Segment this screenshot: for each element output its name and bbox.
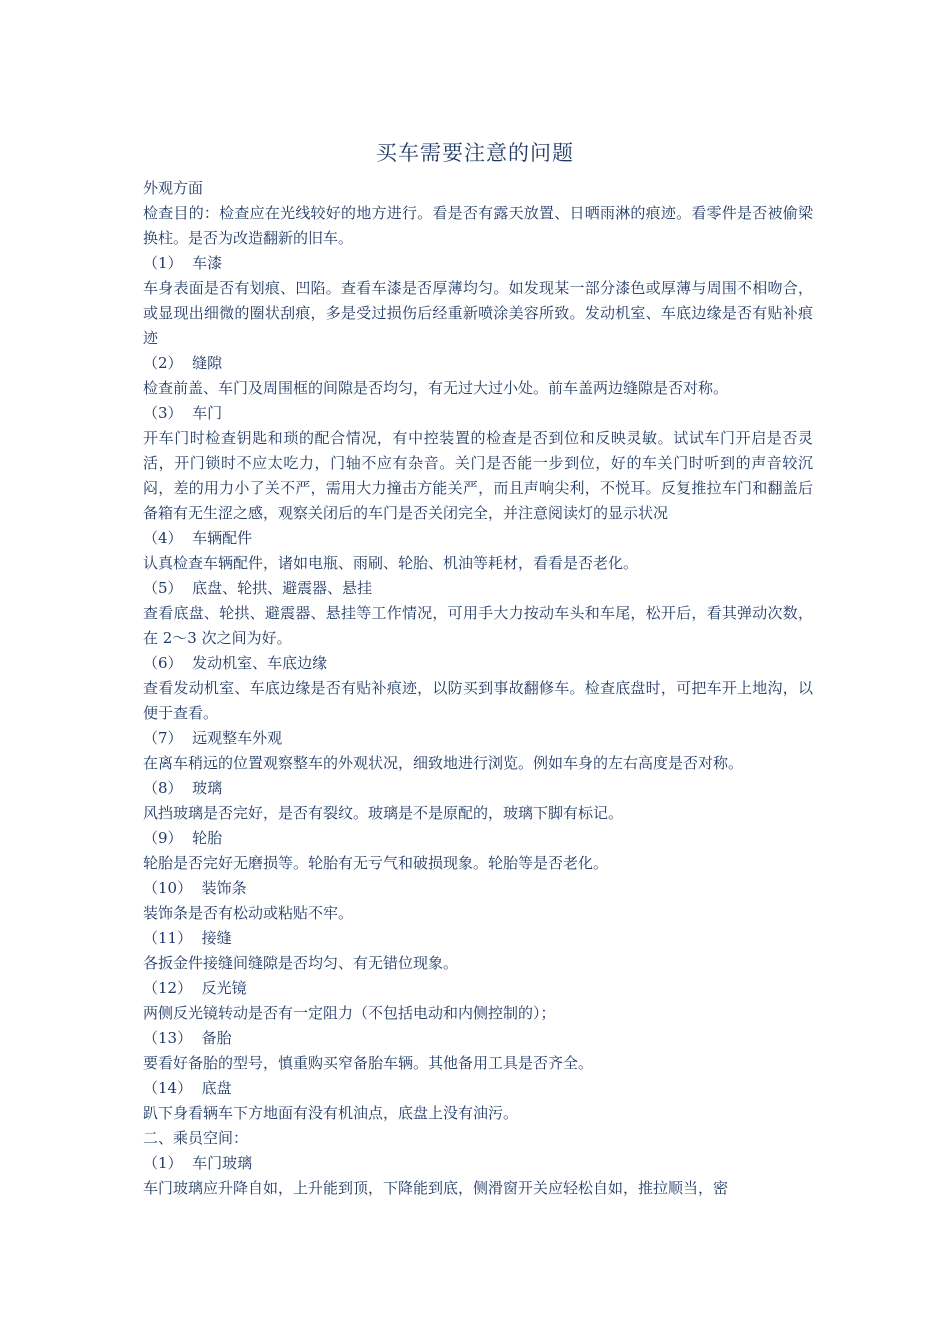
- section-heading: （1） 车漆: [143, 254, 223, 272]
- paragraph: 轮胎是否完好无磨损等。轮胎有无亏气和破损现象。轮胎等是否老化。: [143, 854, 609, 872]
- paragraph: 在离车稍远的位置观察整车的外观状况，细致地进行浏览。例如车身的左右高度是否对称。: [143, 754, 744, 772]
- section-heading: （2） 缝隙: [143, 354, 223, 372]
- paragraph: 查看底盘、轮拱、避震器、悬挂等工作情况，可用手大力按动车头和车尾，松开后，看其弹动次数，在 2～3 次之间为好。: [143, 604, 813, 647]
- paragraph: 趴下身看辆车下方地面有没有机油点，底盘上没有油污。: [143, 1104, 519, 1122]
- section-heading: （1） 车门玻璃: [143, 1154, 253, 1172]
- section-heading: （3） 车门: [143, 404, 223, 422]
- section-heading: （13） 备胎: [143, 1029, 232, 1047]
- paragraph: 开车门时检查钥匙和琐的配合情况，有中控装置的检查是否到位和反映灵敏。试试车门开启是否灵活，开门锁时不应太吃力，门轴不应有杂音。关门是否能一步到位，好的车关门时听到的声音较沉闷，差的用力小了关不严，需用大力撞击方能关严，而且声响尖利，不悦耳。反复推拉车门和翻盖后备箱有无生涩之感，观察关闭后的车门是否关闭完全，并注意阅读灯的显示状况: [143, 429, 813, 522]
- paragraph: 检查目的：检查应在光线较好的地方进行。看是否有露天放置、日晒雨淋的痕迹。看零件是否被偷梁换柱。是否为改造翻新的旧车。: [143, 204, 813, 247]
- section-heading: （7） 远观整车外观: [143, 729, 283, 747]
- paragraph: 车身表面是否有划痕、凹陷。查看车漆是否厚薄均匀。如发现某一部分漆色或厚薄与周围不相吻合，或显现出细微的圈状刮痕，多是受过损伤后经重新喷涂美容所致。发动机室、车底边缘是否有贴补痕迹: [143, 279, 813, 347]
- section-heading: （9） 轮胎: [143, 829, 223, 847]
- paragraph: 各扳金件接缝间缝隙是否均匀、有无错位现象。: [143, 954, 459, 972]
- section-heading: （4） 车辆配件: [143, 529, 253, 547]
- paragraph: 外观方面: [143, 179, 204, 197]
- paragraph: 检查前盖、车门及周围框的间隙是否均匀，有无过大过小处。前车盖两边缝隙是否对称。: [143, 379, 729, 397]
- paragraph: 认真检查车辆配件，诸如电瓶、雨刷、轮胎、机油等耗材，看看是否老化。: [143, 554, 639, 572]
- document-body: [143, 176, 813, 1201]
- section-heading: （5） 底盘、轮拱、避震器、悬挂: [143, 579, 373, 597]
- section-heading: （11） 接缝: [143, 929, 232, 947]
- paragraph: 装饰条是否有松动或粘贴不牢。: [143, 904, 354, 922]
- section-heading: （14） 底盘: [143, 1079, 232, 1097]
- section-heading: （8） 玻璃: [143, 779, 223, 797]
- paragraph: 两侧反光镜转动是否有一定阻力（不包括电动和内侧控制的）；: [143, 1004, 556, 1022]
- section-heading: （6） 发动机室、车底边缘: [143, 654, 328, 672]
- section-heading: （10） 装饰条: [143, 879, 247, 897]
- section-heading: （12） 反光镜: [143, 979, 247, 997]
- paragraph: 风挡玻璃是否完好，是否有裂纹。玻璃是不是原配的，玻璃下脚有标记。: [143, 804, 624, 822]
- paragraph: 车门玻璃应升降自如，上升能到顶，下降能到底，侧滑窗开关应轻松自如，推拉顺当，密: [143, 1179, 729, 1197]
- document-title: 买车需要注意的问题: [376, 141, 574, 165]
- paragraph: 二、乘员空间：: [143, 1129, 249, 1147]
- paragraph: 要看好备胎的型号，慎重购买窄备胎车辆。其他备用工具是否齐全。: [143, 1054, 594, 1072]
- paragraph: 查看发动机室、车底边缘是否有贴补痕迹，以防买到事故翻修车。检查底盘时，可把车开上地沟，以便于查看。: [143, 679, 813, 722]
